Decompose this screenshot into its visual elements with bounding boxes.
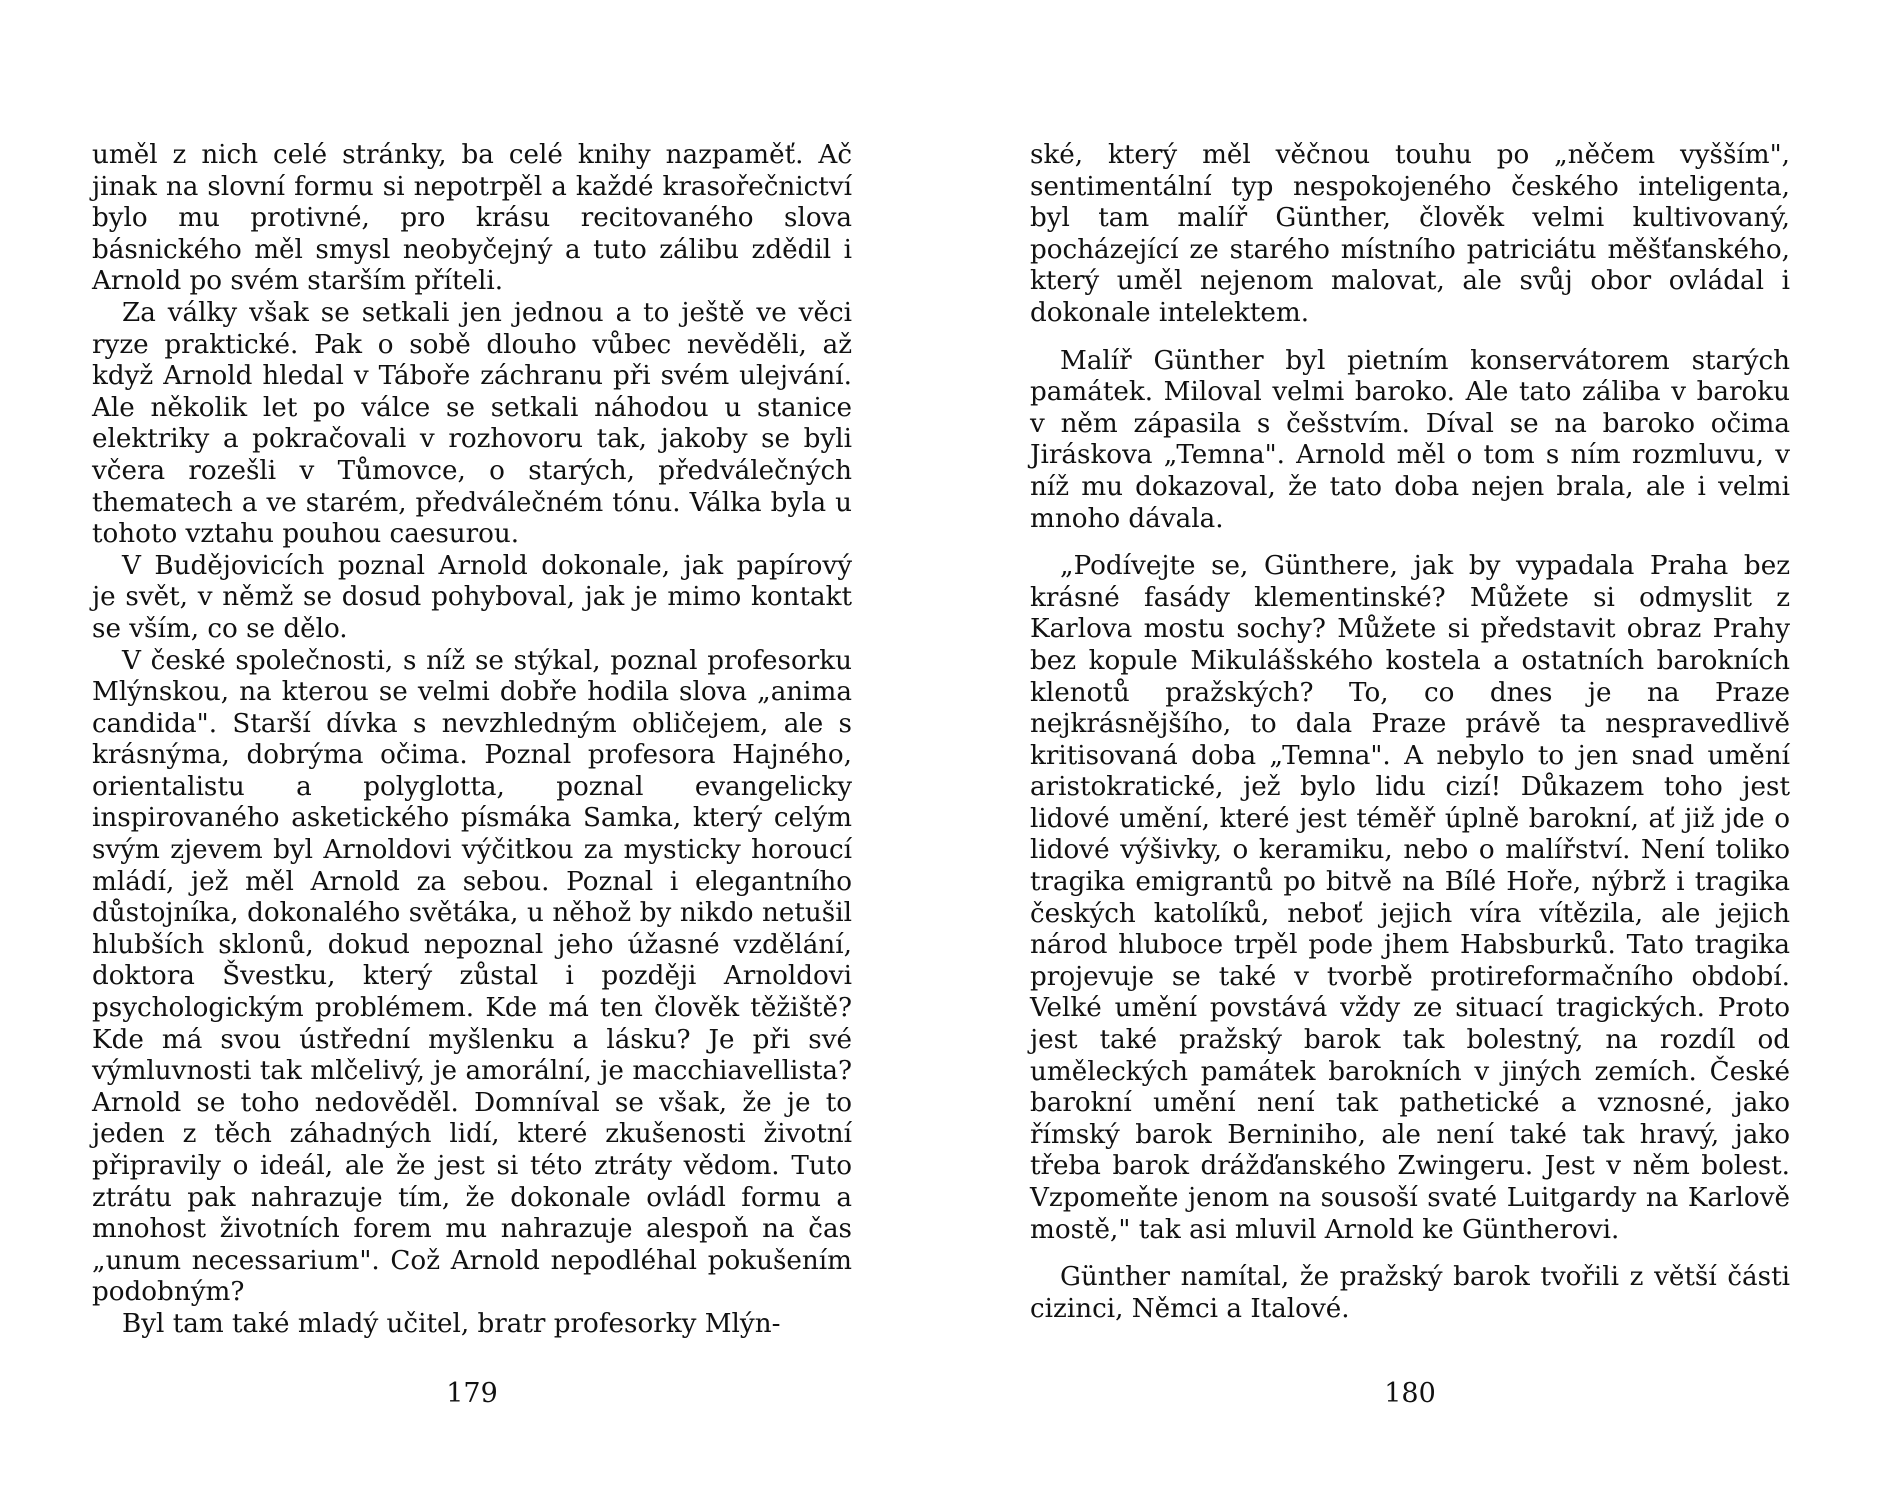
- paragraph: Günther namítal, že pražský barok tvořili z větší části cizinci, Němci a Italové.: [1030, 1262, 1790, 1324]
- right-page-text: [1030, 140, 1790, 1325]
- paragraph: Za války však se setkali jen jednou a to ještě ve věci ryze praktické. Pak o sobě dlouho vůbec nevěděli, až když Arnold hledal v Táboře záchranu při svém ulejvání. Ale několik let po válce se setkali náhodou u stanice elektriky a pokračovali v rozhovoru tak, jakoby se byli včera rozešli v Tůmovce, o starých, předválečných thematech a ve starém, předválečném tónu. Válka byla u tohoto vztahu pouhou caesurou.: [92, 297, 852, 550]
- paragraph: Byl tam také mladý učitel, bratr profesorky Mlýn-: [122, 1308, 781, 1339]
- page-number-right: 180: [1384, 1378, 1436, 1409]
- paragraph: Malíř Günther byl pietním konservátorem starých památek. Miloval velmi baroko. Ale tato záliba v baroku v něm zápasila s češstvím. Díval se na baroko očima Jiráskova „Temna". Arnold měl o tom s ním rozmluvu, v níž mu dokazoval, že tato doba nejen brala, ale i velmi mnoho dávala.: [1030, 345, 1790, 534]
- paragraph: uměl z nich celé stránky, ba celé knihy nazpaměť. Ač jinak na slovní formu si nepotrpěl a každé krasořečnictví bylo mu protivné, pro krásu recitovaného slova básnického měl smysl neobyčejný a tuto zálibu zdědil i Arnold po svém starším příteli.: [92, 140, 852, 297]
- paragraph: V české společnosti, s níž se stýkal, poznal profesorku Mlýnskou, na kterou se velmi dobře hodila slova „anima candida". Starší dívka s nevzhledným obličejem, ale s krásnýma, dobrýma očima. Poznal profesora Hajného, orientalistu a polyglotta, poznal evangelicky inspirovaného asketického písmáka Samka, který celým svým zjevem byl Arnoldovi výčitkou za mysticky horoucí mládí, jež měl Arnold za sebou. Poznal i elegantního důstojníka, dokonalého světáka, u něhož by nikdo netušil hlubších sklonů, dokud nepoznal jeho úžasné vzdělání, doktora Švestku, který zůstal i později Arnoldovi psychologickým problémem. Kde má ten člověk těžiště? Kde má svou ústřední myšlenku a lásku? Je při své výmluvnosti tak mlčelivý, je amorální, je macchiavellista? Arnold se toho nedověděl. Domníval se však, že je to jeden z těch záhadných lidí, které zkušenosti životní připravily o ideál, ale že jest si této ztráty vědom. Tuto ztrátu pak nahrazuje tím, že dokonale ovládl formu a mnohost životních forem mu nahrazuje alespoň na čas „unum necessarium". Což Arnold nepodléhal pokušením podobným?: [92, 645, 852, 1308]
- right-page: [1030, 140, 1790, 1325]
- paragraph: ské, který měl věčnou touhu po „něčem vyšším", sentimentální typ nespokojeného českého inteligenta, byl tam malíř Günther, člověk velmi kultivovaný, pocházející ze starého místního patriciátu měšťanského, který uměl nejenom malovat, ale svůj obor ovládal i dokonale intelektem.: [1030, 140, 1790, 328]
- left-page: [92, 140, 852, 1341]
- page-number-left: 179: [446, 1378, 498, 1409]
- paragraph: „Podívejte se, Günthere, jak by vypadala Praha bez krásné fasády klementinské? Můžete si odmyslit z Karlova mostu sochy? Můžete si představit obraz Prahy bez kopule Mikulášského kostela a ostatních barokních klenotů pražských? To, co dnes je na Praze nejkrásnějšího, to dala Praze právě ta nespravedlivě kritisovaná doba „Temna". A nebylo to jen snad umění aristokratické, jež bylo lidu cizí! Důkazem toho jest lidové umění, které jest téměř úplně barokní, ať již jde o lidové výšivky, o keramiku, nebo o malířství. Není toliko tragika emigrantů po bitvě na Bílé Hoře, nýbrž i tragika českých katolíků, neboť jejich víra vítězila, ale jejich národ hluboce trpěl pode jhem Habsburků. Tato tragika projevuje se také v tvorbě protireformačního období. Velké umění povstává vždy ze situací tragických. Proto jest také pražský barok tak bolestný, na rozdíl od uměleckých památek barokních v jiných zemích. České barokní umění není tak pathetické a vznosné, jako římský barok Berniniho, ale není také tak hravý, jako třeba barok drážďanského Zwingeru. Jest v něm bolest. Vzpomeňte jenom na sousoší svaté Luitgardy na Karlově mostě," tak asi mluvil Arnold ke Güntherovi.: [1030, 551, 1790, 1245]
- paragraph: V Budějovicích poznal Arnold dokonale, jak papírový je svět, v němž se dosud pohyboval, jak je mimo kontakt se vším, co se dělo.: [92, 550, 852, 644]
- left-page-text: [92, 140, 852, 1341]
